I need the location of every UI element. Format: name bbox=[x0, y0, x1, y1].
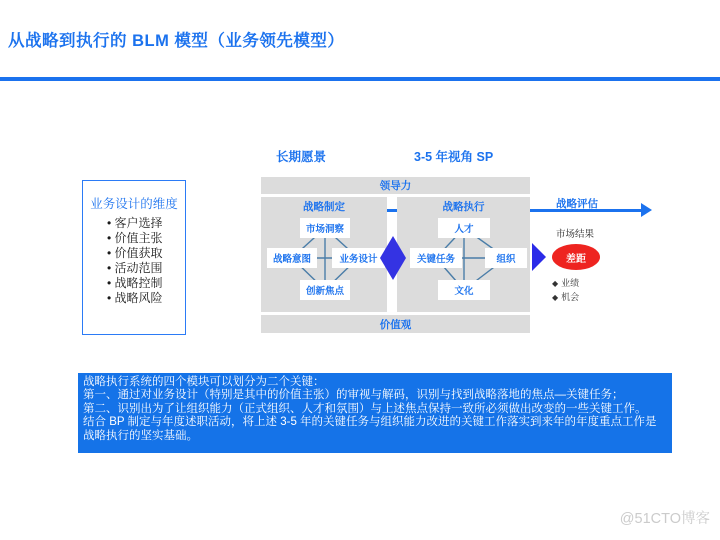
title-divider bbox=[0, 77, 720, 81]
strategy-execution-label: 战略执行 bbox=[442, 201, 485, 213]
page-title-blm: BLM bbox=[132, 32, 170, 50]
node-culture: 文化 bbox=[438, 280, 490, 300]
eval-bullet-label: 机会 bbox=[561, 292, 580, 302]
strategy-evaluation-label: 战略评估 bbox=[556, 198, 598, 210]
business-design-dimensions-box bbox=[82, 180, 186, 335]
list-item: • 客户选择 bbox=[107, 216, 185, 231]
node-talent: 人才 bbox=[438, 218, 490, 238]
eval-bullet-performance bbox=[552, 276, 579, 289]
node-strategic-intent: 战略意图 bbox=[267, 248, 317, 268]
gap-badge: 差距 bbox=[552, 244, 600, 270]
strategy-formulation-label: 战略制定 bbox=[303, 201, 345, 213]
arrow-right-icon bbox=[532, 243, 546, 271]
node-organization: 组织 bbox=[485, 248, 527, 268]
leadership-band: 领导力 bbox=[261, 177, 530, 194]
watermark: @51CTO博客 bbox=[619, 511, 710, 527]
sp-view-label: 3-5 年视角 SP bbox=[414, 150, 494, 164]
key-points-note-box bbox=[78, 373, 672, 453]
list-item: • 价值获取 bbox=[107, 246, 185, 261]
market-result-label: 市场结果 bbox=[556, 229, 595, 240]
values-band: 价值观 bbox=[261, 315, 530, 333]
diamond-bullet-icon: ◆ bbox=[552, 279, 559, 288]
diamond-icon bbox=[380, 236, 406, 280]
list-item: • 战略风险 bbox=[107, 291, 185, 306]
note-line: 第一、通过对业务设计（特别是其中的价值主张）的审视与解码，识别与找到战略落地的焦点—关键任务； bbox=[83, 389, 624, 402]
node-innovation-focus: 创新焦点 bbox=[300, 280, 350, 300]
eval-bullet-label: 业绩 bbox=[561, 278, 580, 288]
diamond-bullet-icon: ◆ bbox=[552, 293, 559, 302]
page-title-part1: 从战略到执行的 bbox=[8, 32, 133, 50]
list-item: • 活动范围 bbox=[107, 261, 185, 276]
side-box-title: 业务设计的维度 bbox=[90, 197, 178, 211]
eval-bullet-opportunity bbox=[552, 290, 579, 303]
list-item: • 战略控制 bbox=[107, 276, 185, 291]
strategy-formulation-panel bbox=[261, 197, 387, 312]
node-market-insight: 市场洞察 bbox=[300, 218, 350, 238]
node-key-tasks: 关键任务 bbox=[410, 248, 462, 268]
note-line: 结合 BP 制定与年度述职活动，将上述 3-5 年的关键任务与组织能力改进的关键工作落实到来年的年度重点工作是战略执行的坚实基础。 bbox=[83, 416, 657, 442]
page-title-part3: 模型（业务领先模型） bbox=[169, 32, 345, 50]
note-line: 战略执行系统的四个模块可以划分为二个关键： bbox=[83, 376, 325, 388]
side-box-list bbox=[83, 216, 185, 306]
list-item: • 价值主张 bbox=[107, 231, 185, 246]
long-term-vision-label: 长期愿景 bbox=[276, 150, 327, 164]
note-line: 第二、识别出为了让组织能力（正式组织、人才和氛围）与上述焦点保持一致所必须做出改变的一些关键工作。 bbox=[83, 402, 647, 415]
strategy-execution-panel bbox=[397, 197, 530, 312]
timeline-arrow-head-icon bbox=[641, 203, 652, 217]
node-business-design: 业务设计 bbox=[332, 248, 385, 268]
page-title bbox=[8, 27, 344, 51]
